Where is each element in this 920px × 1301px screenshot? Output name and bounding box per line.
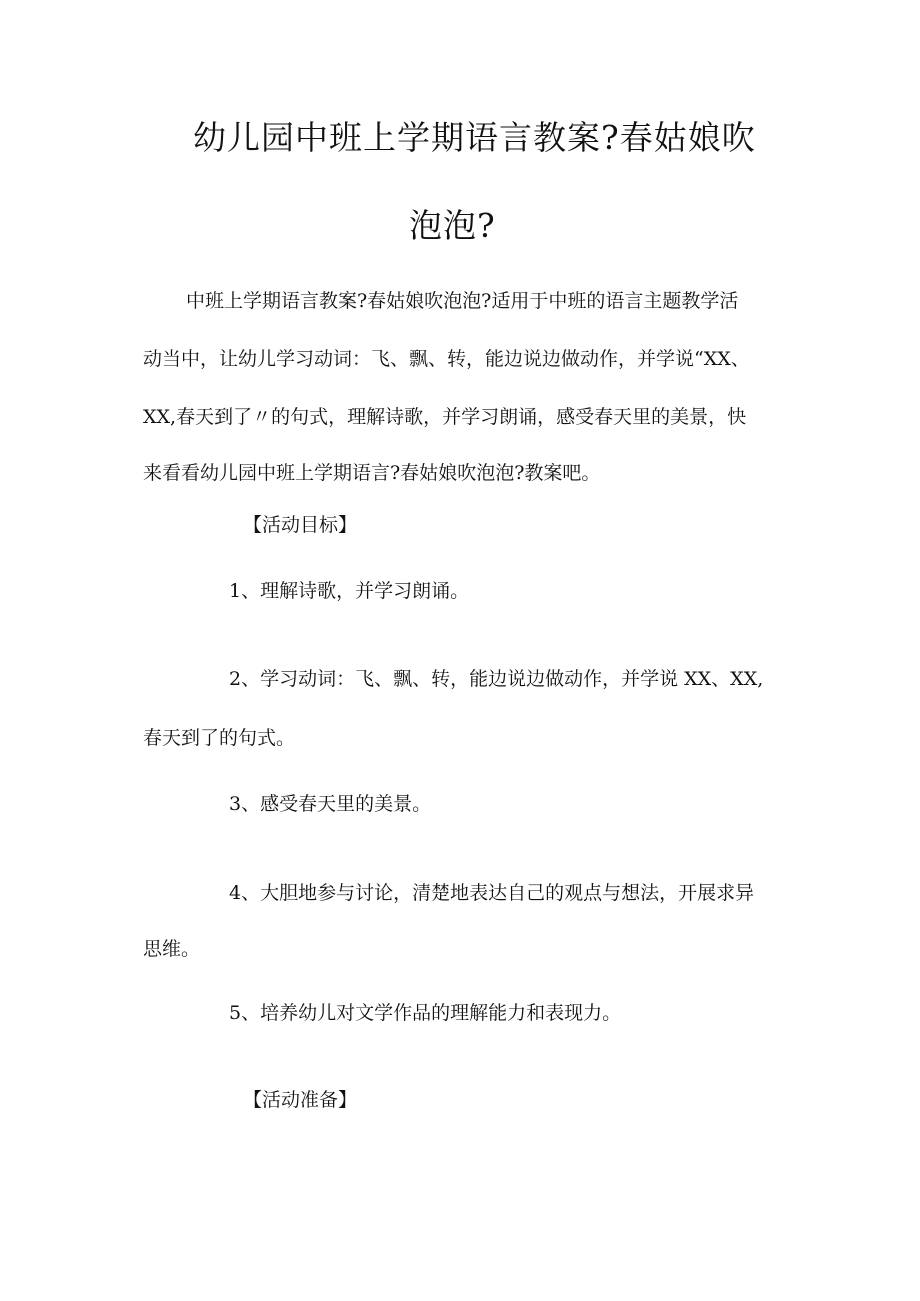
intro-paragraph-line: 来看看幼儿园中班上学期语言?春姑娘吹泡泡?教案吧。: [143, 462, 601, 484]
document-title-line-2: 泡泡?: [409, 206, 496, 245]
intro-paragraph-line: 动当中，让幼儿学习动词：飞、飘、转，能边说边做动作，并学说“XX、: [143, 348, 750, 370]
goal-item-5: 5、培养幼儿对文学作品的理解能力和表现力。: [229, 1002, 622, 1024]
section-heading-goals: 【活动目标】: [243, 514, 358, 536]
intro-paragraph-line: XX,春天到了〃的句式，理解诗歌，并学习朗诵，感受春天里的美景，快: [143, 406, 747, 428]
goal-item-4-line-2: 思维。: [143, 938, 201, 960]
goal-item-2-line-1: 2、学习动词：飞、飘、转，能边说边做动作，并学说 XX、XX,: [229, 668, 764, 690]
goal-item-1: 1、理解诗歌，并学习朗诵。: [229, 580, 470, 602]
goal-item-4-line-1: 4、大胆地参与讨论，清楚地表达自己的观点与想法，开展求异: [229, 882, 755, 904]
intro-paragraph-line: 中班上学期语言教案?春姑娘吹泡泡?适用于中班的语言主题教学活: [186, 290, 739, 312]
goal-item-2-line-2: 春天到了的句式。: [143, 727, 296, 749]
goal-item-3: 3、感受春天里的美景。: [229, 793, 432, 815]
section-heading-preparation: 【活动准备】: [243, 1089, 358, 1111]
document-title-line-1: 幼儿园中班上学期语言教案?春姑娘吹: [193, 118, 756, 157]
